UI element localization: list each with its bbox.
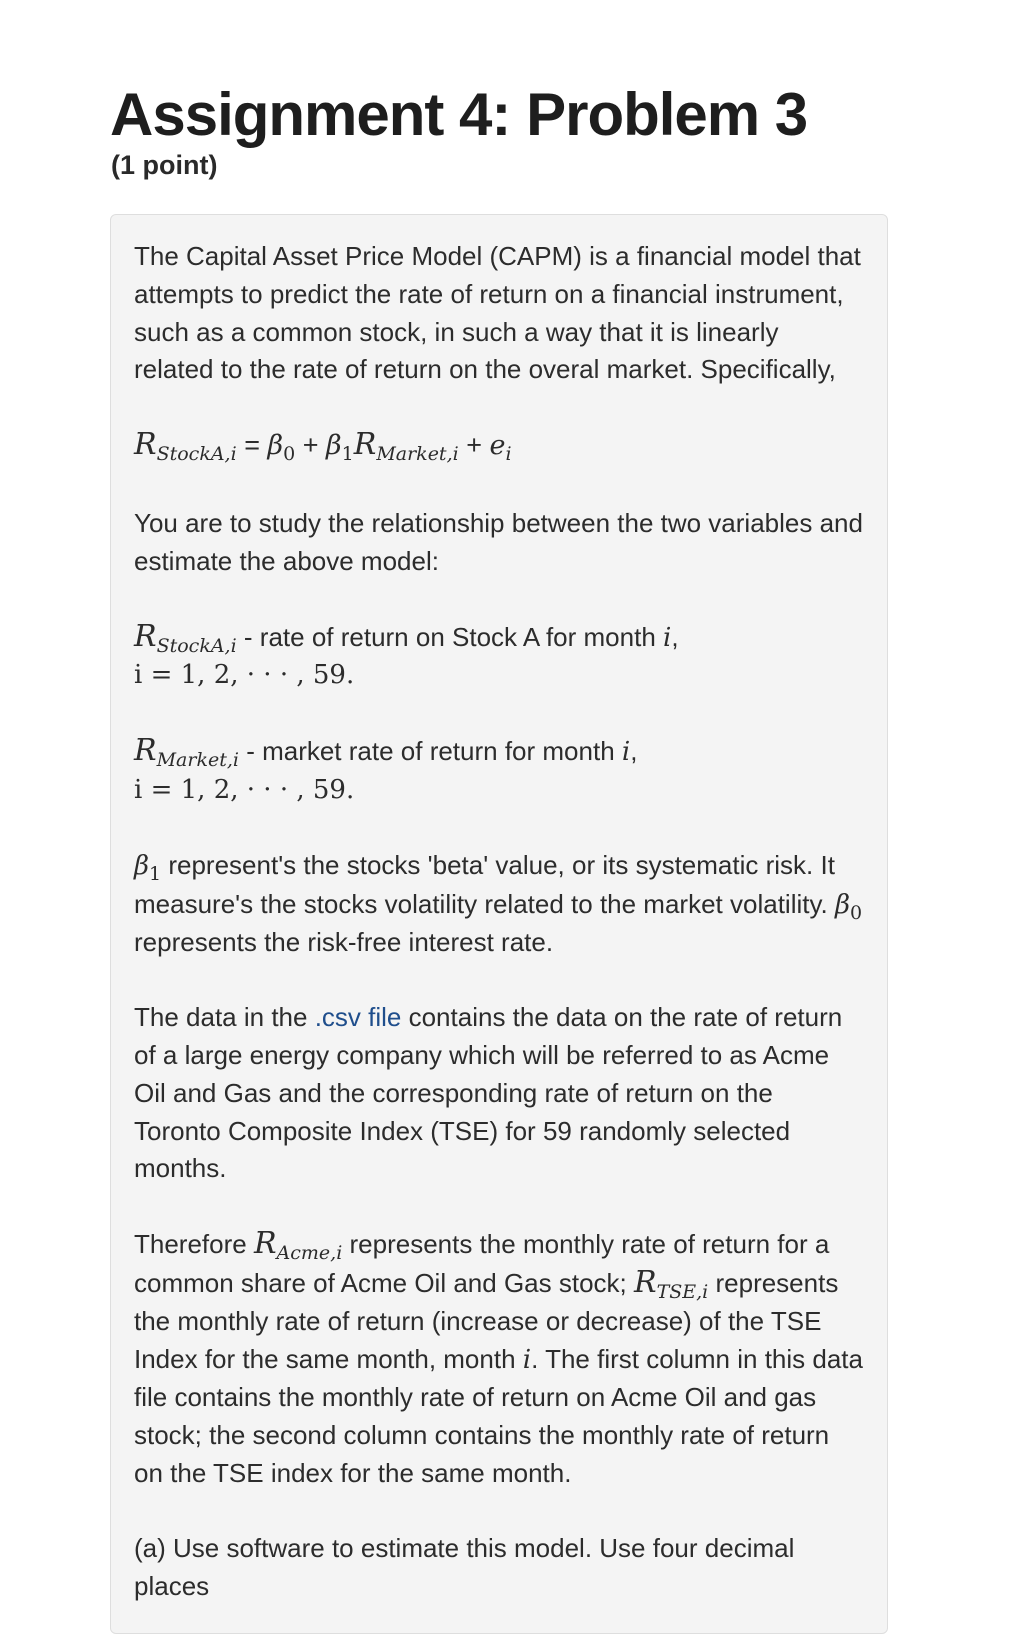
eq-beta1-sub: 1 <box>341 443 354 466</box>
intro-text: The Capital Asset Price Model (CAPM) is a financial model that attempts to predict the rate of return on a financial instrument, such as a common stock, in such a way that it is linearly related to the rate of return on the overal market. Specifically, <box>134 241 861 385</box>
beta1-symbol: β <box>134 850 150 881</box>
def1-range: i = 1, 2, · · · , 59. <box>134 660 355 691</box>
part-a-text: (a) Use software to estimate this model. Use four decimal places <box>134 1532 795 1601</box>
data-text-before: The data in the <box>134 1002 315 1033</box>
study-paragraph <box>134 505 864 581</box>
eq-error: e <box>489 430 506 462</box>
beta0-sub: 0 <box>850 901 863 924</box>
page-title: Assignment 4: Problem 3 <box>110 81 808 148</box>
def2-text: - market rate of return for month <box>238 736 622 767</box>
def2-var: i <box>621 737 631 768</box>
definition-stock <box>134 618 864 696</box>
tse-sub: TSE,i <box>656 1280 709 1303</box>
acme-symbol: R <box>253 1226 277 1262</box>
therefore-text-4: . The first column in this data file contains the monthly rate of return on Acme Oil and gas stock; the second column contains the monthly rate of return on the TSE index for the same month. <box>134 1343 863 1488</box>
eq-market-symbol: R <box>353 427 377 463</box>
eq-beta0: β <box>267 430 284 462</box>
points-label: (1 point) <box>111 150 218 180</box>
def1-var: i <box>663 622 672 653</box>
beta1-sub: 1 <box>149 862 162 885</box>
eq-plus-2: + <box>466 430 482 461</box>
beta-text-2: represents the risk-free interest rate. <box>134 927 554 958</box>
eq-lhs-symbol: R <box>134 427 157 463</box>
capm-equation <box>134 426 864 465</box>
def2-range: i = 1, 2, · · · , 59. <box>134 774 355 805</box>
problem-card <box>110 214 888 1634</box>
therefore-text-1: Therefore <box>134 1229 254 1260</box>
eq-equals: = <box>244 430 260 461</box>
therefore-text-2: represents the monthly rate of return for a common share of Acme Oil and Gas stock; <box>134 1229 830 1298</box>
beta0-symbol: β <box>834 889 851 920</box>
eq-beta1: β <box>326 430 342 462</box>
eq-plus-1: + <box>302 430 319 461</box>
therefore-paragraph <box>134 1225 864 1493</box>
eq-beta0-sub: 0 <box>283 443 296 466</box>
def1-symbol: R <box>134 618 157 654</box>
beta-text-1: represent's the stocks 'beta' value, or its systematic risk. It measure's the stocks volatility related to the market volatility. <box>134 849 835 919</box>
acme-sub: Acme,i <box>276 1242 343 1265</box>
eq-error-sub: i <box>505 443 512 466</box>
def2-comma: , <box>630 736 638 767</box>
definition-market <box>134 732 864 810</box>
def1-comma: , <box>671 621 679 652</box>
eq-lhs-sub: StockA,i <box>156 443 237 466</box>
eq-market-sub: Market,i <box>376 443 459 466</box>
csv-file-link[interactable]: .csv file <box>314 1002 402 1033</box>
data-paragraph <box>134 999 864 1188</box>
therefore-var: i <box>522 1344 532 1375</box>
def2-symbol: R <box>134 733 157 769</box>
tse-symbol: R <box>633 1264 657 1300</box>
intro-paragraph <box>134 238 864 389</box>
def2-sub: Market,i <box>156 749 239 772</box>
therefore-text-3: represents the monthly rate of return (increase or decrease) of the TSE Index for the same month, month <box>134 1267 839 1374</box>
def1-text: - rate of return on Stock A for month <box>236 621 664 652</box>
beta-paragraph <box>134 847 864 962</box>
study-text: You are to study the relationship between the two variables and estimate the above model: <box>134 507 863 576</box>
def1-sub: StockA,i <box>156 634 237 657</box>
data-text-after: contains the data on the rate of return of a large energy company which will be referred to as Acme Oil and Gas and the corresponding rate of return on the Toronto Composite Index (TSE) for 59 randomly selected months. <box>134 1002 843 1184</box>
